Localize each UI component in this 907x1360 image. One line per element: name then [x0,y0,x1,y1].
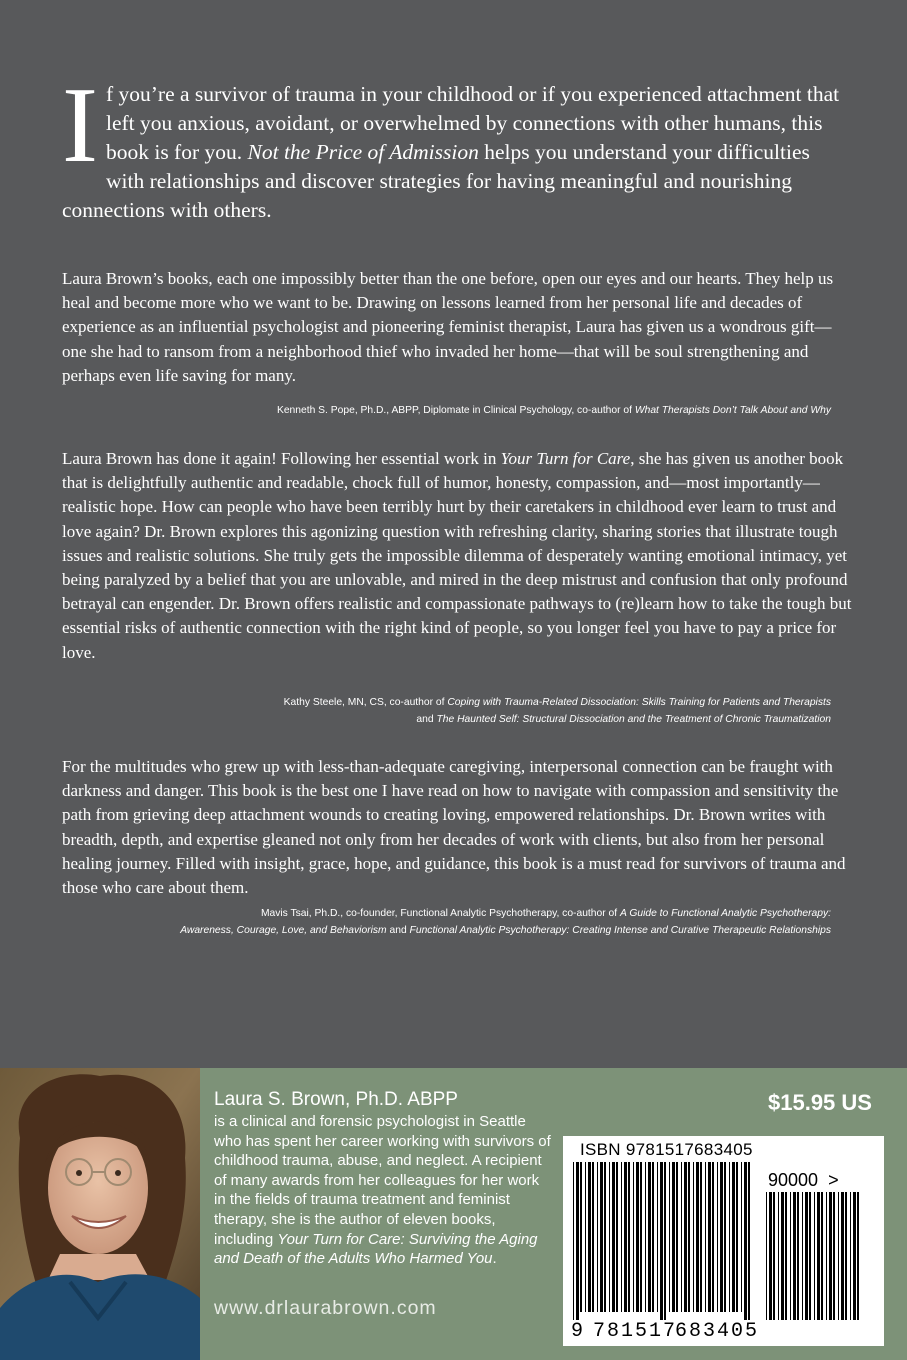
intro-text-end: helps you understand your difficulties with relationships and discover strategies for having meaningful and nourishing connections with others. [62,140,810,222]
barcode-bar [628,1162,630,1312]
barcode-bar [778,1192,779,1320]
barcode-bar [720,1162,723,1312]
barcode-bar [648,1162,651,1312]
author-name: Laura S. Brown, Ph.D. ABPP [214,1089,458,1110]
barcode-bar [633,1162,634,1312]
barcode-bar [797,1192,799,1320]
barcode-bar [826,1192,827,1320]
barcode-bar [612,1162,615,1312]
barcode-bar [700,1162,702,1312]
barcode-bar [597,1162,598,1312]
barcode-bar [592,1162,594,1312]
attribution-pope: Kenneth S. Pope, Ph.D., ABPP, Diplomate in Clinical Psychology, co-author of What Therapists Don’t Talk About and Why [276,405,831,416]
barcode-bar [793,1192,796,1320]
barcode-bar [853,1192,856,1320]
barcode-digit-first: 9 [571,1320,584,1343]
barcode-bar [829,1192,832,1320]
barcode-bar [676,1162,678,1312]
barcode-bar [640,1162,642,1312]
barcode-bar [660,1162,663,1320]
author-website-link[interactable]: www.drlaurabrown.com [214,1297,437,1319]
barcode-bar [744,1162,747,1320]
barcode-bar [766,1192,767,1320]
barcode-bar [817,1192,820,1320]
blurb-pope: Laura Brown’s books, each one impossibly better than the one before, open our eyes and our hearts. They help us heal and become more who we want to be. Drawing on lessons learned from her personal life and decades of experience as an influential psychologist and pioneering feminist therapist, Laura has given us a wondrous gift—one she had to ransom from a neighborhood thief who invaded her home—that will be soul strengthening and perhaps even life saving for many. [62,269,834,385]
barcode-digits-right: 683405 [675,1320,760,1343]
barcode-bar [580,1162,582,1312]
intro-text: f you’re a survivor of trauma in your childhood or if you experienced attachment that left you anxious, avoidant, or overwhelmed by connections with other humans, this book is for you. [105,82,840,164]
barcode-bar [604,1162,606,1312]
barcode-bar [669,1162,670,1312]
barcode-bar [781,1192,784,1320]
barcode-bar [645,1162,646,1312]
intro-book-title: Not the Price of Admission [247,140,479,164]
ean13-bars [573,1162,753,1320]
barcode-bar [748,1162,750,1320]
isbn-label: ISBN 9781517683405 [580,1140,753,1159]
barcode-bar [833,1192,835,1320]
barcode-bar [729,1162,730,1312]
barcode-bar [814,1192,815,1320]
barcode-bar [769,1192,772,1320]
addon-bars [766,1192,866,1320]
barcode-bar [696,1162,699,1312]
barcode-bar [708,1162,711,1312]
barcode-bar [821,1192,823,1320]
barcode-bar [712,1162,714,1312]
attribution-tsai: Mavis Tsai, Ph.D., co-founder, Functional Analytic Psychotherapy, co-author of A Guide to Functional Analytic Psychotherapy: Awareness, Courage, Love, and Behaviorism and Functional Analytic Psychotherapy: Creating Intense and Curative Therapeutic Relationships [180,908,831,936]
blurb-steele: Laura Brown has done it again! Following her essential work in Your Turn for Care, she has given us another book that is delightfully authentic and readable, chock full of humor, honesty, compassion, and—most importantly—realistic hope. How can people who have been terribly hurt by their caretakers in childhood ever learn to trust and love again? Dr. Brown explores this agonizing question with refreshing clarity, sharing stories that illustrate tough issues and realistic solutions. She truly gets the impossible dilemma of desperately wanting emotional intimacy, yet being paralyzed by a belief that you are unlovable, and mired in the deep mistrust and confusion that only profound betrayal can engender. Dr. Brown offers realistic and compassionate pathways to (re)learn how to take the tough but essential risks of authentic connection with the right kind of people, so you longer feel you have to pay a price for love. [62,449,852,662]
barcode-bar [724,1162,726,1312]
barcode-bar [845,1192,847,1320]
author-photo [0,1068,200,1360]
barcode-bar [585,1162,586,1312]
barcode-bar [809,1192,811,1320]
barcode-bar [684,1162,687,1312]
barcode-bar [664,1162,666,1320]
barcode-digits-left: 781517 [593,1320,678,1343]
price-code: 90000 > [768,1170,839,1190]
barcode-bar [850,1192,851,1320]
barcode-bar [672,1162,675,1312]
barcode-bar [802,1192,803,1320]
attribution-steele: Kathy Steele, MN, CS, co-author of Coping with Trauma-Related Dissociation: Skills Training for Patients and Therapists and The Haunted Self: Structural Dissociation and the Treatment of Chronic Traumatization [283,697,831,725]
barcode-bar [736,1162,738,1312]
barcode-bar [841,1192,844,1320]
author-description: is a clinical and forensic psychologist in Seattle who has spent her career working with survivors of childhood trauma, abuse, and neglect. A recipient of many awards from her colleagues for her work in the fields of trauma treatment and feminist therapy, she is the author of eleven books, including Your Turn for Care: Surviving the Aging and Death of the Adults Who Harmed You. [214,1113,551,1268]
author-panel [0,1068,907,1360]
barcode-bar [657,1162,658,1312]
barcode-bar [805,1192,808,1320]
price-label: $15.95 US [768,1090,872,1115]
intro-paragraph [62,66,852,225]
barcode-bar [609,1162,610,1312]
barcode-bar [636,1162,639,1312]
barcode-bar [838,1192,839,1320]
barcode-bar [588,1162,591,1312]
blurb-tsai: For the multitudes who grew up with less-than-adequate caregiving, interpersonal connection can be fraught with darkness and danger. This book is the best one I have read on how to navigate with compassion and sensitivity the path from grieving deep attachment wounds to creating loving, empowered relationships. Dr. Brown writes with breadth, depth, and expertise gleaned not only from her decades of work with clients, but also from her personal healing journey. Filled with insight, grace, hope, and guidance, this book is a must read for survivors of trauma and those who care about them. [62,757,846,898]
barcode-bar [773,1192,775,1320]
barcode-bar [600,1162,603,1312]
barcode-bar [705,1162,706,1312]
barcode-bar [790,1192,791,1320]
barcode-bar [621,1162,622,1312]
barcode-bar [732,1162,735,1312]
barcode-bar [616,1162,618,1312]
barcode-bar [688,1162,690,1312]
barcode-bar [857,1192,859,1320]
barcode-bar [681,1162,682,1312]
barcode-bar [785,1192,787,1320]
barcode-bar [573,1162,574,1320]
author-bio [214,1088,554,1269]
barcode-bar [624,1162,627,1312]
barcode-bar [693,1162,694,1312]
barcode-bar [717,1162,718,1312]
barcode-bar [741,1162,742,1312]
barcode-bar [576,1162,579,1320]
drop-cap: I [62,66,98,185]
isbn-barcode [563,1136,884,1346]
barcode-bar [652,1162,654,1312]
